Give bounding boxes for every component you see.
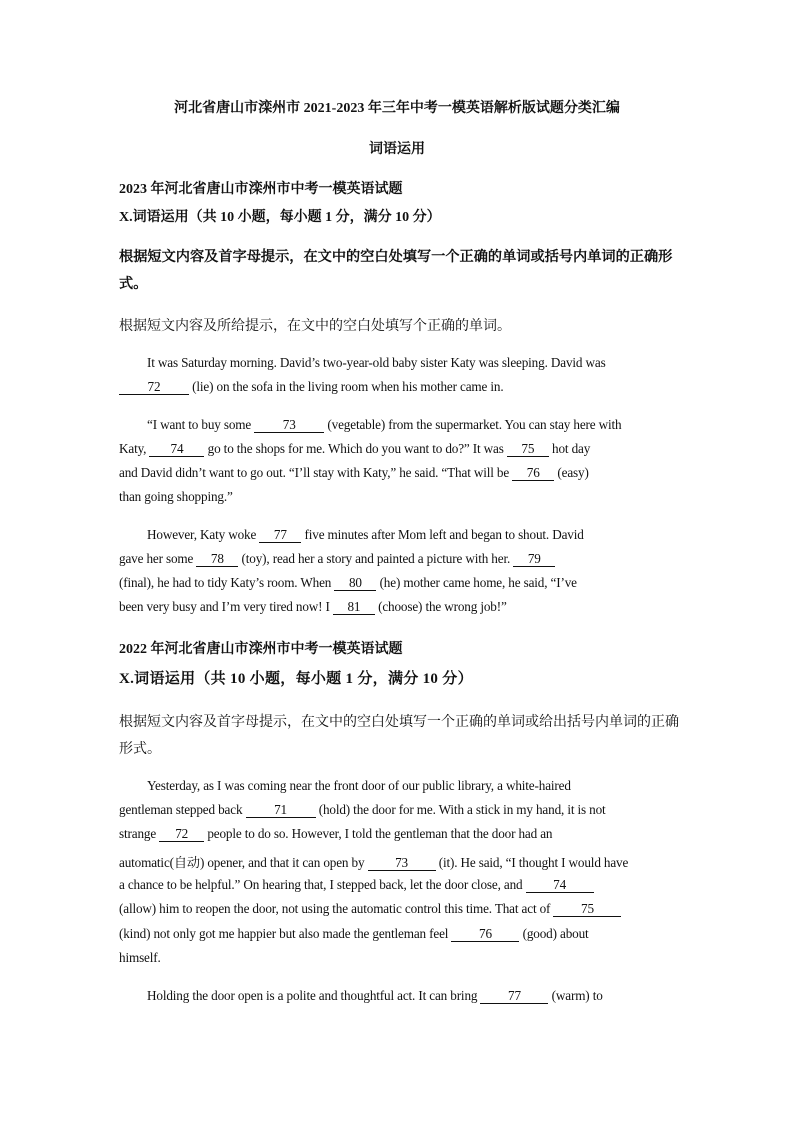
passage-line: automatic(自动) opener, and that it can open by 73 (it). He said, “I thought I would have — [119, 855, 629, 870]
passage-line: Holding the door open is a polite and thoughtful act. It can bring 77 (warm) to — [147, 988, 603, 1003]
section-title-2023: X.词语运用（共 10 小题，每小题 1 分，满分 10 分） — [119, 210, 441, 225]
answer-blank-71[interactable]: 71 — [246, 803, 316, 818]
answer-blank-78[interactable]: 78 — [196, 552, 238, 567]
answer-blank-81[interactable]: 81 — [333, 600, 375, 615]
passage-line: been very busy and I’m very tired now! I 81 (choose) the wrong job!” — [119, 599, 507, 614]
instruction-bold-line-2: 式。 — [119, 276, 148, 292]
passage-line: However, Katy woke 77 five minutes after Mom left and began to shout. David — [147, 527, 584, 542]
answer-blank-72[interactable]: 72 — [159, 827, 204, 842]
passage-line: Katy, 74 go to the shops for me. Which do you want to do?” It was 75 hot day — [119, 441, 591, 456]
instruction-2022-line-1: 根据短文内容及首字母提示，在文中的空白处填写一个正确的单词或给出括号内单词的正确 — [119, 715, 679, 730]
passage-line: strange 72 people to do so. However, I told the gentleman that the door had an — [119, 826, 553, 841]
instruction-2022-line-2: 形式。 — [119, 742, 161, 757]
passage-line: It was Saturday morning. David’s two-year-old baby sister Katy was sleeping. David was — [147, 355, 606, 370]
answer-blank-77[interactable]: 77 — [259, 528, 301, 543]
answer-blank-80[interactable]: 80 — [334, 576, 376, 591]
heading-2022: 2022 年河北省唐山市滦州市中考一模英语试题 — [119, 642, 403, 657]
passage-line: a chance to be helpful.” On hearing that, I stepped back, let the door close, and 74 — [119, 877, 594, 893]
answer-blank-75[interactable]: 75 — [507, 442, 549, 457]
passage-line: himself. — [119, 950, 161, 965]
answer-blank-79[interactable]: 79 — [513, 552, 555, 567]
passage-line: (kind) not only got me happier but also made the gentleman feel 76 (good) about — [119, 926, 589, 941]
instruction-bold-line-1: 根据短文内容及首字母提示，在文中的空白处填写一个正确的单词或括号内单词的正确形 — [119, 249, 673, 265]
passage-line: than going shopping.” — [119, 489, 233, 504]
answer-blank-77[interactable]: 77 — [480, 989, 548, 1004]
answer-blank-74[interactable]: 74 — [526, 878, 594, 893]
heading-2023: 2023 年河北省唐山市滦州市中考一模英语试题 — [119, 182, 403, 197]
instruction-2023: 根据短文内容及所给提示，在文中的空白处填写个正确的单词。 — [119, 319, 511, 334]
document-title: 河北省唐山市滦州市 2021-2023 年三年中考一模英语解析版试题分类汇编 — [174, 101, 620, 116]
passage-line: (final), he had to tidy Katy’s room. When 80 (he) mother came home, he said, “I’ve — [119, 575, 577, 590]
answer-blank-74[interactable]: 74 — [149, 442, 204, 457]
passage-line: “I want to buy some 73 (vegetable) from the supermarket. You can stay here with — [147, 417, 622, 432]
answer-blank-73[interactable]: 73 — [254, 418, 324, 433]
passage-line: and David didn’t want to go out. “I’ll stay with Katy,” he said. “That will be 76 (easy) — [119, 465, 589, 480]
answer-blank-73[interactable]: 73 — [368, 856, 436, 871]
answer-blank-72[interactable]: 72 — [119, 380, 189, 395]
answer-blank-75[interactable]: 75 — [553, 902, 621, 917]
passage-line: gentleman stepped back 71 (hold) the door for me. With a stick in my hand, it is not — [119, 802, 606, 817]
passage-line: gave her some 78 (toy), read her a story and painted a picture with her. 79 — [119, 551, 555, 567]
passage-line: (allow) him to reopen the door, not using the automatic control this time. That act of 75 — [119, 901, 621, 917]
passage-line: Yesterday, as I was coming near the front door of our public library, a white-haired — [147, 778, 571, 793]
document-subtitle: 词语运用 — [369, 142, 425, 157]
passage-line: 72 (lie) on the sofa in the living room when his mother came in. — [119, 379, 503, 395]
answer-blank-76[interactable]: 76 — [512, 466, 554, 481]
section-title-2022: X.词语运用（共 10 小题，每小题 1 分，满分 10 分） — [119, 671, 473, 687]
answer-blank-76[interactable]: 76 — [451, 927, 519, 942]
